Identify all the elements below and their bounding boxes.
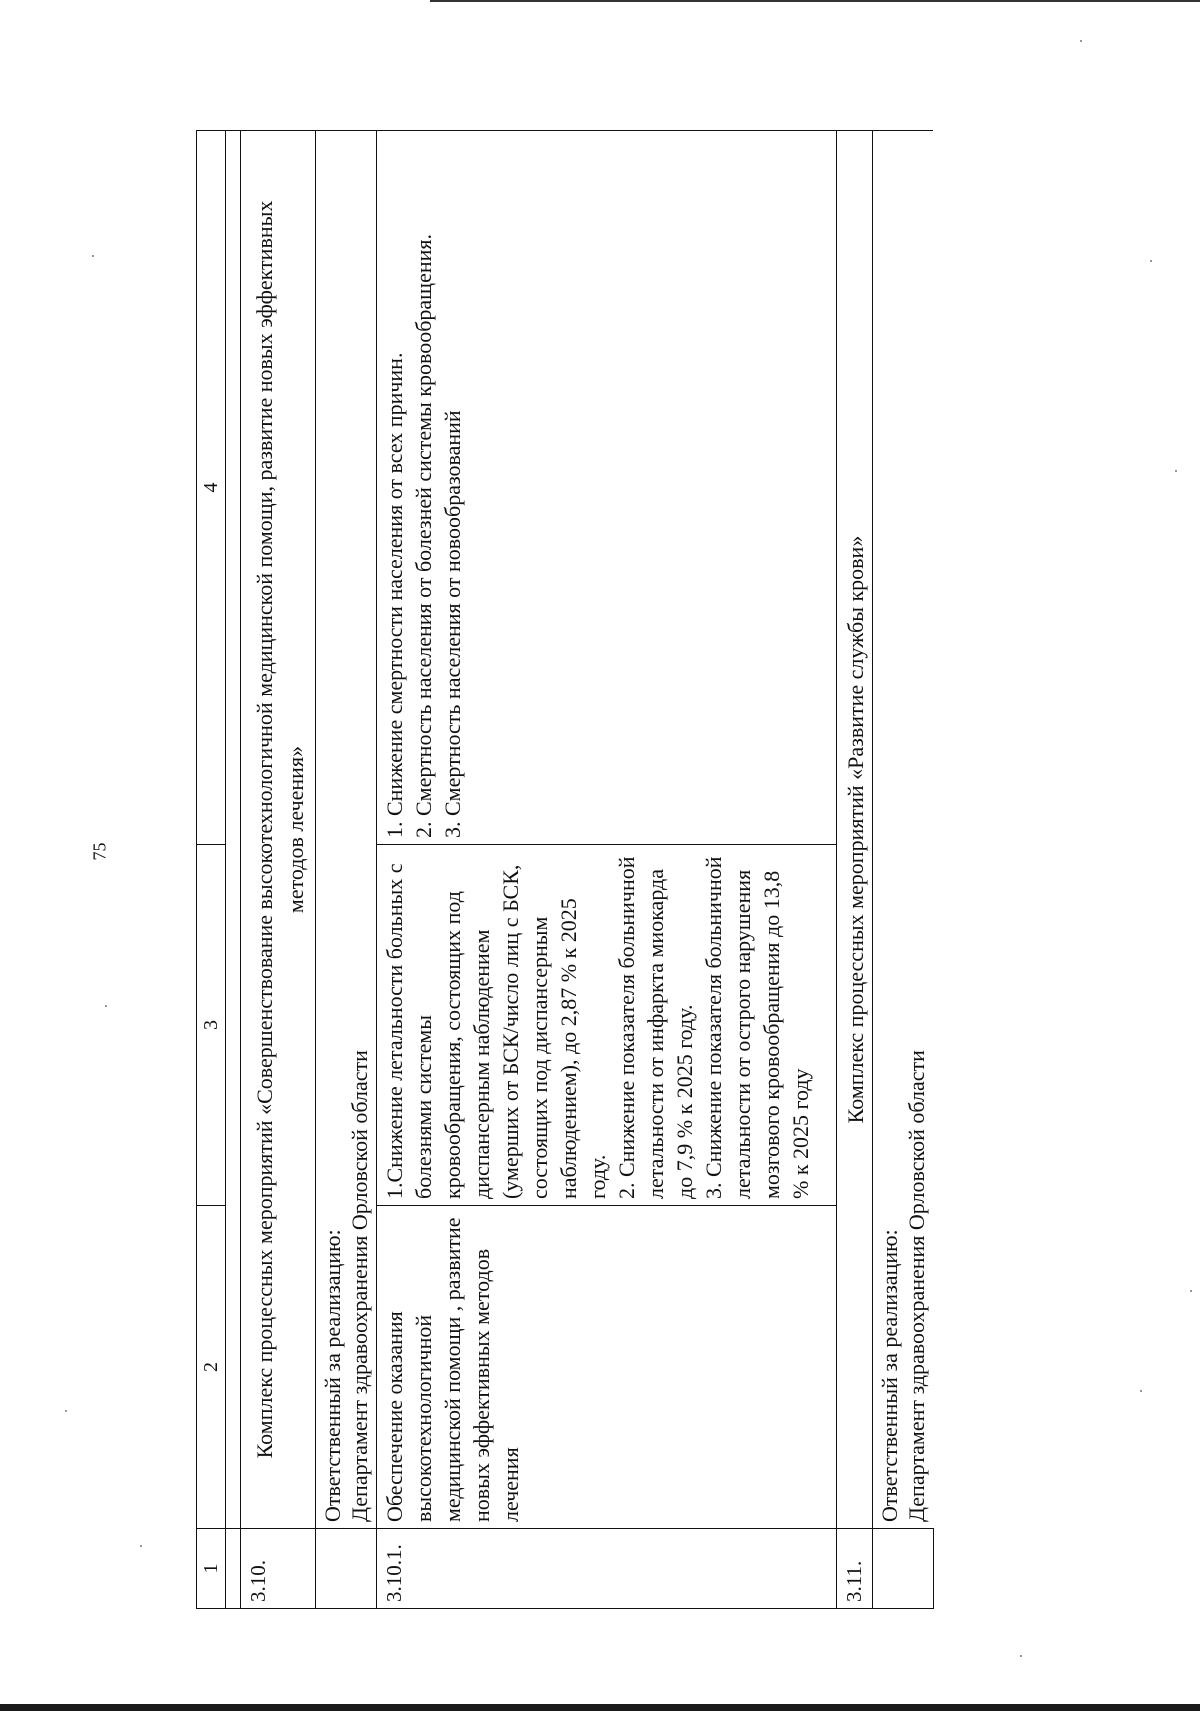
scan-speckle <box>92 255 94 257</box>
section-3-11-responsible <box>873 845 934 1529</box>
rotated-table-container <box>196 131 1044 1609</box>
column-header-3: 3 <box>197 845 226 1206</box>
section-3-10-responsible-row <box>316 131 377 1609</box>
measures-table <box>196 130 934 1609</box>
responsible-label: Ответственный за реализацию: <box>877 1229 902 1522</box>
row-3-10-1-effects: 1.Снижение летальности больных с болезнями системы кровообращения, состоящих под диспансерным наблюдением (умерших от БСК/число лиц с БСК, состоящих под диспансерным наблюдением), до 2,87 % к 2025 году. 2. Снижение показателя больничной летальности от инфаркта миокарда до 7,9 % к 2025 году. 3. Снижение показателя больничной летальности от острого нарушения мозгового кровообращения до 13,8 % к 2025 году <box>377 845 837 1206</box>
scan-speckle <box>1020 1655 1022 1657</box>
section-3-10-row <box>241 131 316 1609</box>
column-header-row <box>197 131 226 1609</box>
scan-edge-bottom <box>0 1704 1200 1711</box>
page-number: 75 <box>89 842 110 861</box>
section-3-11-responsible-row <box>873 131 934 1609</box>
section-3-10-number: 3.10. <box>241 1529 316 1609</box>
row-3-10-1-indicators: 1. Снижение смертности населения от всех причин. 2. Смертность населения от болезней системы кровообращения. 3. Смертность населения от новообразований <box>377 131 837 845</box>
scan-speckle <box>140 1545 142 1547</box>
section-3-11-number: 3.11. <box>837 1529 873 1609</box>
scan-speckle <box>1080 40 1082 42</box>
responsible-org: Департамент здравоохранения Орловской области <box>347 1050 372 1522</box>
spacer-row <box>226 131 241 1609</box>
section-3-10-responsible <box>316 845 377 1529</box>
responsible-org: Департамент здравоохранения Орловской области <box>904 1050 929 1522</box>
row-3-10-1-task: Обеспечение оказания высокотехнологичной медицинской помощи , развитие новых эффективных методов лечения <box>377 1206 837 1529</box>
scan-speckle <box>65 1410 67 1412</box>
responsible-label: Ответственный за реализацию: <box>320 1229 345 1522</box>
scan-speckle <box>1150 260 1152 262</box>
scan-speckle <box>1140 1390 1142 1392</box>
row-3-10-1 <box>377 131 837 1609</box>
column-header-2: 2 <box>197 1206 226 1529</box>
scan-speckle <box>105 1005 107 1007</box>
column-header-4: 4 <box>197 131 226 845</box>
scan-speckle <box>1190 1290 1192 1292</box>
column-header-1: 1 <box>197 1529 226 1609</box>
scan-edge-top <box>430 0 1200 2</box>
scan-speckle <box>1175 470 1177 472</box>
section-3-10-title: Комплекс процессных мероприятий «Совершенствование высокотехнологичной медицинской помощи, развитие новых эффективных методов лечения» <box>241 131 316 1529</box>
section-3-11-title: Комплекс процессных мероприятий «Развитие службы крови» <box>837 131 873 1529</box>
row-3-10-1-number: 3.10.1. <box>377 1529 837 1609</box>
section-3-11-row <box>837 131 873 1609</box>
